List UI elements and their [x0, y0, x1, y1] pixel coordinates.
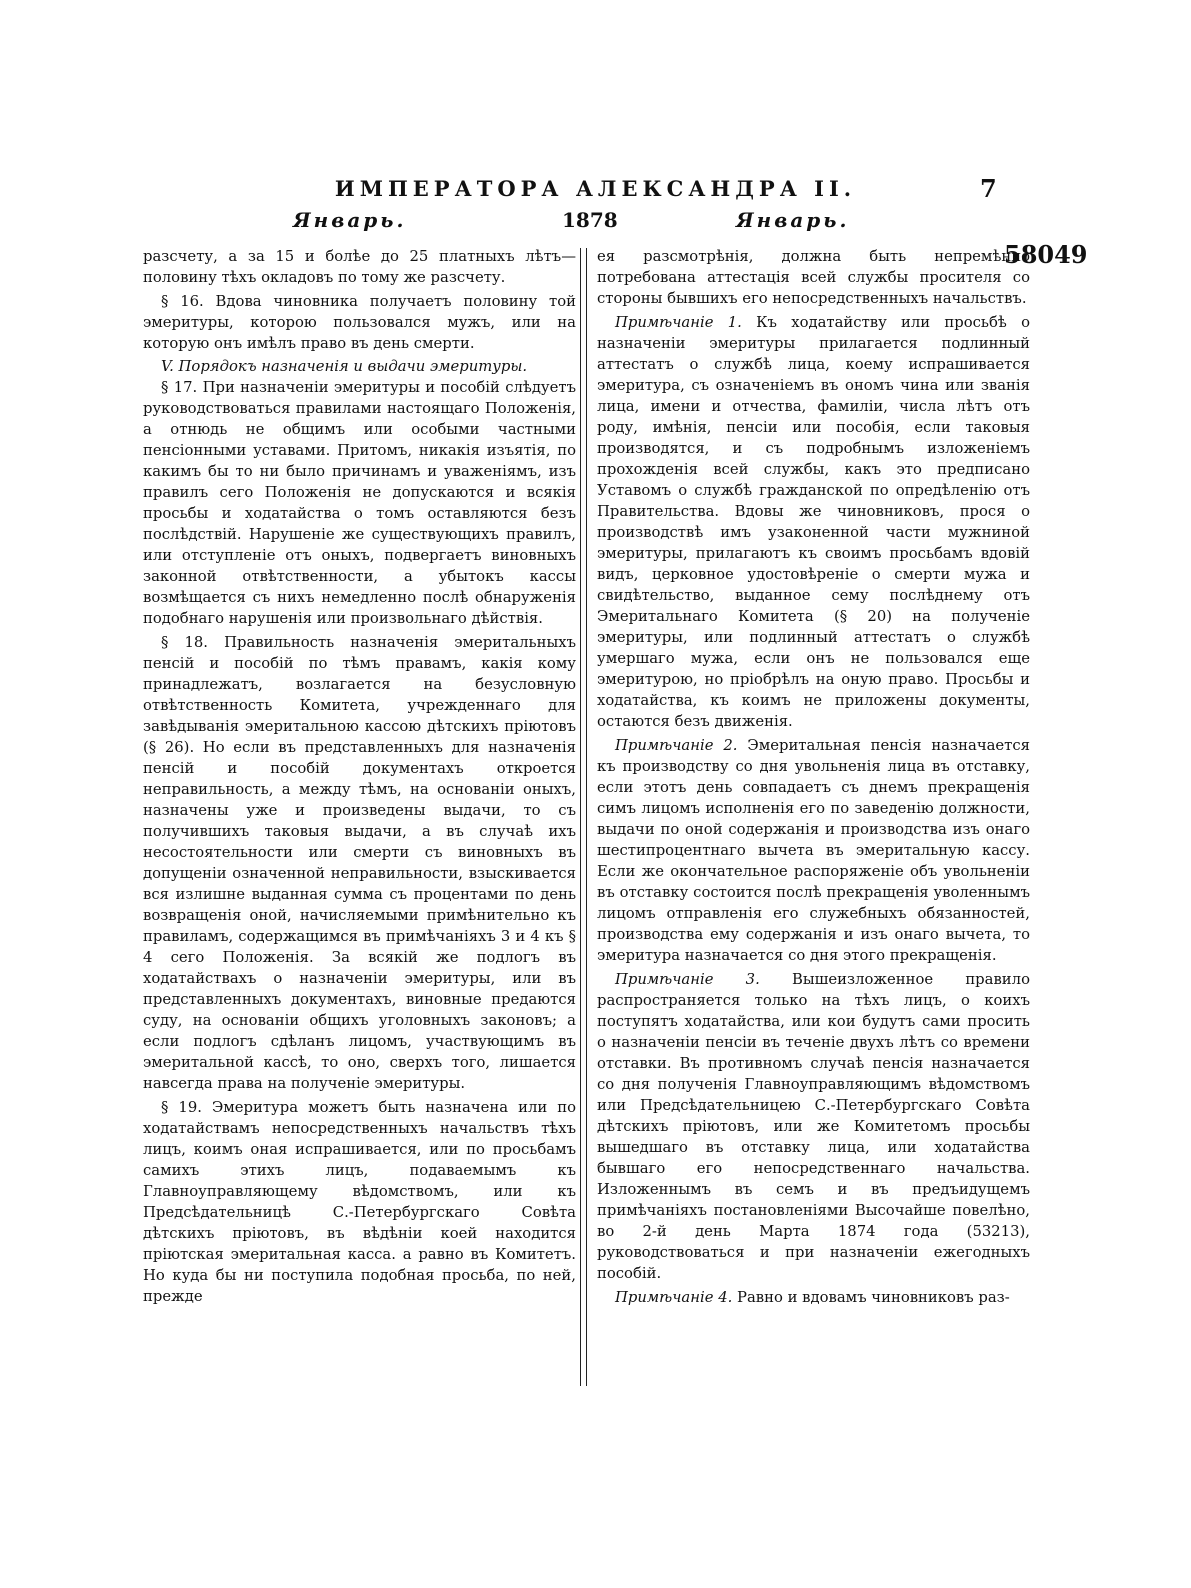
- note-3-text: Вышеизложенное правило распространяется только на тѣхъ лицъ, о коихъ поступятъ ходатайства, или кои будутъ сами просить о назначеніи пенсіи въ теченіе двухъ лѣтъ со времени отставки. Въ противномъ случаѣ пенсія назначается со дня полученія Главноуправляющимъ вѣдомствомъ или Предсѣдательницею С.-Петербургскаго Совѣта дѣтскихъ пріютовъ, или же Комитетомъ просьбы вышедшаго въ отставку лица, или ходатайства бывшаго его непосредственнаго начальства. Изложеннымъ въ семъ и въ предъидущемъ примѣчаніяхъ постановленіями Высочайше повелѣно, во 2-й день Марта 1874 года (53213), руководствоваться и при назначеніи ежегодныхъ пособій.: [597, 971, 1030, 1282]
- paragraph-section-17: § 17. При назначеніи эмеритуры и пособій слѣдуетъ руководствоваться правилами настоящаго Положенія, а отнюдь не общимъ или особыми частными пенсіонными уставами. Притомъ, никакія изъятія, по какимъ бы то ни было причинамъ и уваженіямъ, изъ правилъ сего Положенія не допускаются и всякія просьбы и ходатайства о томъ оставляются безъ послѣдствій. Нарушеніе же существующихъ правилъ, или отступленіе отъ оныхъ, подвергаетъ виновныхъ законной отвѣтственности, а убытокъ кассы возмѣщается съ нихъ немедленно послѣ обнаруженія подобнаго нарушенія или произвольнаго дѣйствія.: [143, 379, 576, 627]
- note-2-label: Примѣчаніе 2.: [615, 737, 738, 754]
- paragraph-section-16: § 16. Вдова чиновника получаетъ половину той эмеритуры, которою пользовался мужъ, или на которую онъ имѣлъ право въ день смерти.: [143, 293, 576, 352]
- month-label-left: Январь.: [293, 208, 407, 232]
- note-3-label: Примѣчаніе 3.: [615, 971, 760, 988]
- running-header-title: ИМПЕРАТОРА АЛЕКСАНДРА II.: [334, 176, 857, 201]
- note-1-text: Къ ходатайству или просьбѣ о назначеніи эмеритуры прилагается подлинный аттестатъ о службѣ лица, коему испрашивается эмеритура, съ означеніемъ въ ономъ чина или званія лица, имени и отчества, фамиліи, числа лѣтъ отъ роду, имѣнія, пенсіи или пособія, если таковыя производятся, и съ подробнымъ изложеніемъ прохожденія всей службы, какъ это предписано Уставомъ о службѣ гражданской по опредѣленію отъ Правительства. Вдовы же чиновниковъ, прося о производствѣ имъ узаконенной части мужниной эмеритуры, прилагаютъ къ своимъ просьбамъ вдовій видъ, церковное удостовѣреніе о смерти мужа и свидѣтельство, выданное сему послѣднему отъ Эмеритальнаго Комитета (§ 20) на полученіе эмеритуры, или подлинный аттестатъ о службѣ умершаго мужа, если онъ не пользовался еще эмеритурою, но пріобрѣлъ на оную право. Просьбы и ходатайства, къ коимъ не приложены документы, остаются безъ движенія.: [597, 314, 1030, 730]
- note-4-label: Примѣчаніе 4.: [615, 1289, 733, 1306]
- page-number: 7: [980, 174, 997, 203]
- note-1-label: Примѣчаніе 1.: [615, 314, 742, 331]
- note-3: [597, 969, 1030, 1284]
- right-column: [597, 246, 1030, 1308]
- left-column: [143, 246, 576, 1307]
- column-divider: [580, 248, 587, 1386]
- note-4: [597, 1287, 1030, 1308]
- note-4-text: Равно и вдовамъ чиновниковъ раз-: [732, 1289, 1010, 1306]
- note-2: [597, 735, 1030, 966]
- paragraph-continuation: разсчету, а за 15 и болѣе до 25 платныхъ лѣтъ—половину тѣхъ окладовъ по тому же разсчету.: [143, 248, 576, 286]
- note-1: [597, 312, 1030, 732]
- law-number: 58049: [1004, 240, 1088, 269]
- paragraph-section-18: § 18. Правильность назначенія эмеритальныхъ пенсій и пособій по тѣмъ правамъ, какія кому принадлежатъ, возлагается на безусловную отвѣтственность Комитета, учрежденнаго для завѣдыванія эмеритальною кассою дѣтскихъ пріютовъ (§ 26). Но если въ представленныхъ для назначенія пенсій и пособій документахъ откроется неправильность, а между тѣмъ, на основаніи оныхъ, назначены уже и произведены выдачи, то съ получившихъ таковыя выдачи, а въ случаѣ ихъ несостоятельности или смерти съ виновныхъ въ допущеніи означенной неправильности, взыскивается вся излишне выданная сумма съ процентами по день возвращенія оной, начисляемыми примѣнительно къ правиламъ, содержащимся въ примѣчаніяхъ 3 и 4 къ § 4 сего Положенія. За всякій же подлогъ въ ходатайствахъ о назначеніи эмеритуры, или въ представленныхъ документахъ, виновные предаются суду, на основаніи общихъ уголовныхъ законовъ; а если подлогъ сдѣланъ лицомъ, участвующимъ въ эмеритальной кассѣ, то оно, сверхъ того, лишается навсегда права на полученіе эмеритуры.: [143, 634, 576, 1092]
- paragraph-section-19: § 19. Эмеритура можетъ быть назначена или по ходатайствамъ непосредственныхъ начальствъ тѣхъ лицъ, коимъ оная испрашивается, или по просьбамъ самихъ этихъ лицъ, подаваемымъ къ Главноуправляющему вѣдомствомъ, или къ Предсѣдательницѣ С.-Петербургскаго Совѣта дѣтскихъ пріютовъ, въ вѣдѣніи коей находится пріютская эмеритальная касса. а равно въ Комитетъ. Но куда бы ни поступила подобная просьба, по ней, прежде: [143, 1099, 576, 1305]
- month-label-right: Январь.: [736, 208, 850, 232]
- year-label: 1878: [562, 208, 618, 232]
- section-heading-v: V. Порядокъ назначенія и выдачи эмеритуры.: [161, 358, 528, 375]
- paragraph-continuation-right: ея разсмотрѣнія, должна быть непремѣнно потребована аттестація всей службы просителя со стороны бывшихъ его непосредственныхъ начальствъ.: [597, 248, 1030, 307]
- note-2-text: Эмеритальная пенсія назначается къ производству со дня увольненія лица въ отставку, если этотъ день совпадаетъ съ днемъ прекращенія симъ лицомъ исполненія его по заведенію должности, выдачи по оной содержанія и производства изъ онаго шестипроцентнаго вычета въ эмеритальную кассу. Если же окончательное распоряженіе объ увольненіи въ отставку состоится послѣ прекращенія уволеннымъ лицомъ отправленія его служебныхъ обязанностей, производства ему содержанія и изъ онаго вычета, то эмеритура назначается со дня этого прекращенія.: [597, 737, 1030, 964]
